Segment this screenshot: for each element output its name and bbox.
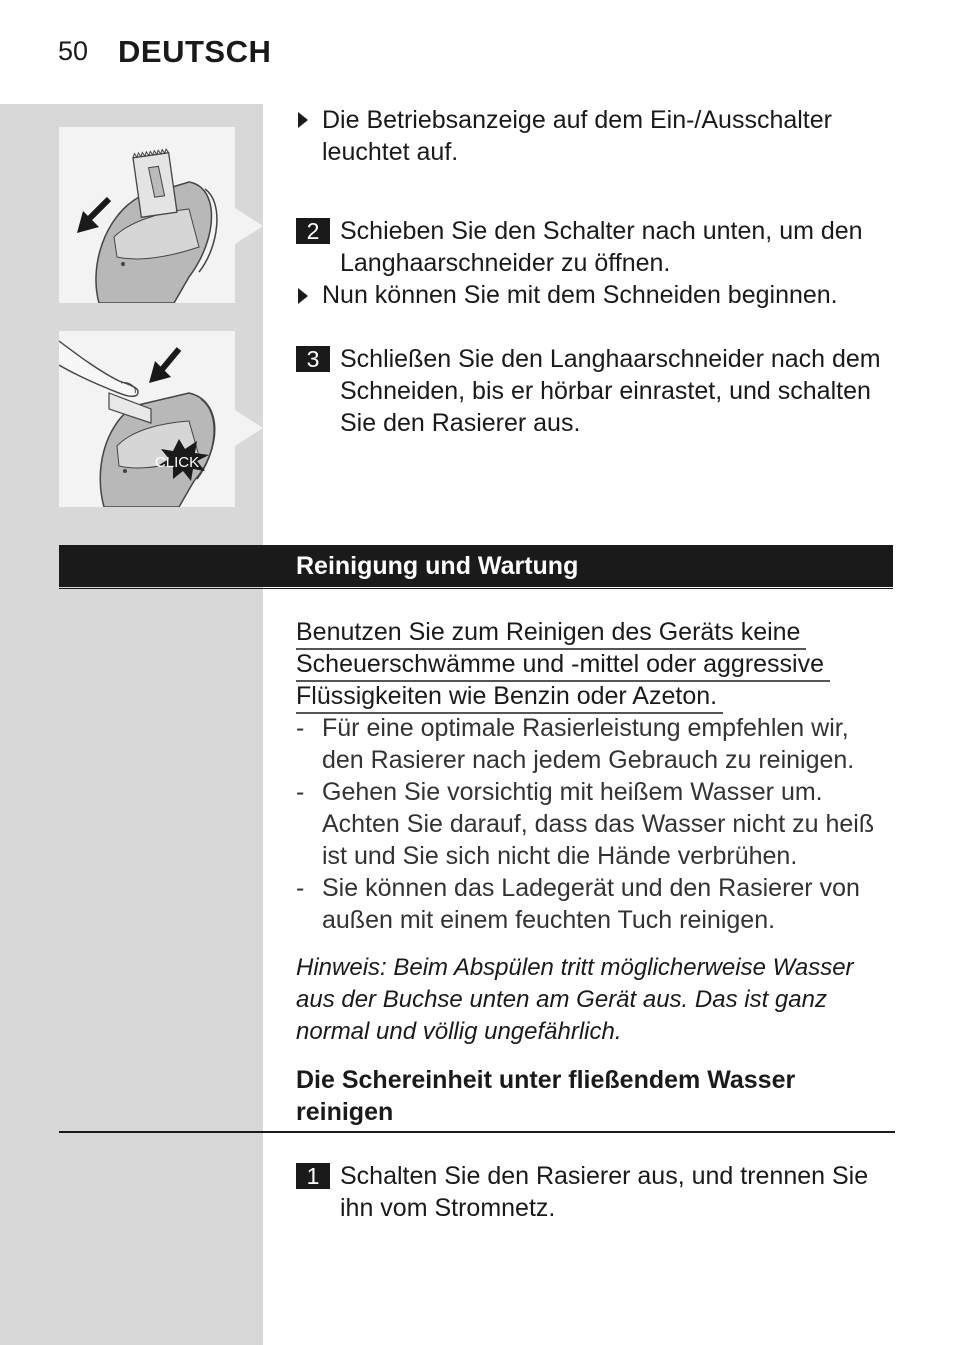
step-number-badge: 2 <box>296 218 330 244</box>
callout-pointer <box>235 208 263 244</box>
section-title: Reinigung und Wartung <box>296 552 579 580</box>
close-trimmer-illustration <box>59 331 235 507</box>
warning-line: Scheuerschwämme und -mittel oder aggressive <box>296 648 830 682</box>
tip-item <box>322 776 874 872</box>
result-bullet-icon <box>298 112 308 128</box>
text-line: den Rasierer nach jedem Gebrauch zu reinigen. <box>322 746 855 774</box>
text-line: Die Schereinheit unter fließendem Wasser <box>296 1066 796 1094</box>
dash-marker: - <box>296 778 305 806</box>
text-line: ist und Sie sich nicht die Hände verbrühen. <box>322 842 798 870</box>
text-line: Schieben Sie den Schalter nach unten, um den <box>340 217 863 245</box>
step-text <box>340 343 881 439</box>
warning-line: Flüssigkeiten wie Benzin oder Azeton. <box>296 680 723 714</box>
text-line: Nun können Sie mit dem Schneiden beginnen. <box>322 281 838 309</box>
open-trimmer-illustration <box>59 127 235 303</box>
section-divider <box>59 588 893 589</box>
text-line: Sie können das Ladegerät und den Rasierer von <box>322 874 860 902</box>
note-text <box>296 952 854 1048</box>
text-line: außen mit einem feuchten Tuch reinigen. <box>322 906 776 934</box>
text-line: Die Betriebsanzeige auf dem Ein-/Ausschalter <box>322 106 832 134</box>
text-line: aus der Buchse unten am Gerät aus. Das ist ganz <box>296 986 827 1013</box>
result-text <box>322 104 832 168</box>
text-line: Hinweis: Beim Abspülen tritt möglicherweise Wasser <box>296 954 854 981</box>
callout-pointer <box>235 410 263 446</box>
dash-marker: - <box>296 714 305 742</box>
subheading <box>296 1064 795 1128</box>
step-text <box>340 1160 868 1224</box>
shaver-trimmer-open-icon <box>59 127 235 303</box>
shaver-trimmer-click-icon <box>59 331 235 507</box>
text-line: reinigen <box>296 1098 394 1126</box>
subheading-rule <box>59 1131 895 1133</box>
text-line: Langhaarschneider zu öffnen. <box>340 249 671 277</box>
text-line: Schneiden, bis er hörbar einrastet, und schalten <box>340 377 871 405</box>
step-number-badge: 1 <box>296 1163 330 1189</box>
click-label: CLICK <box>154 454 200 471</box>
text-line: ihn vom Stromnetz. <box>340 1194 556 1222</box>
text-line: Achten Sie darauf, dass das Wasser nicht zu heiß <box>322 810 875 838</box>
result-text <box>322 279 838 311</box>
text-line: Schließen Sie den Langhaarschneider nach dem <box>340 345 881 373</box>
text-line: leuchtet auf. <box>322 138 459 166</box>
text-line: Schalten Sie den Rasierer aus, und trennen Sie <box>340 1162 869 1190</box>
step-text <box>340 215 863 279</box>
dash-marker: - <box>296 874 305 902</box>
result-bullet-icon <box>298 288 308 304</box>
page-number: 50 <box>58 36 89 66</box>
text-line: normal und völlig ungefährlich. <box>296 1018 622 1045</box>
tip-item <box>322 872 860 936</box>
warning-line: Benutzen Sie zum Reinigen des Geräts keine <box>296 616 806 650</box>
step-number-badge: 3 <box>296 346 330 372</box>
text-line: Sie den Rasierer aus. <box>340 409 581 437</box>
tip-item <box>322 712 854 776</box>
text-line: Für eine optimale Rasierleistung empfehlen wir, <box>322 714 849 742</box>
language-heading: DEUTSCH <box>118 34 272 69</box>
text-line: Gehen Sie vorsichtig mit heißem Wasser um. <box>322 778 823 806</box>
